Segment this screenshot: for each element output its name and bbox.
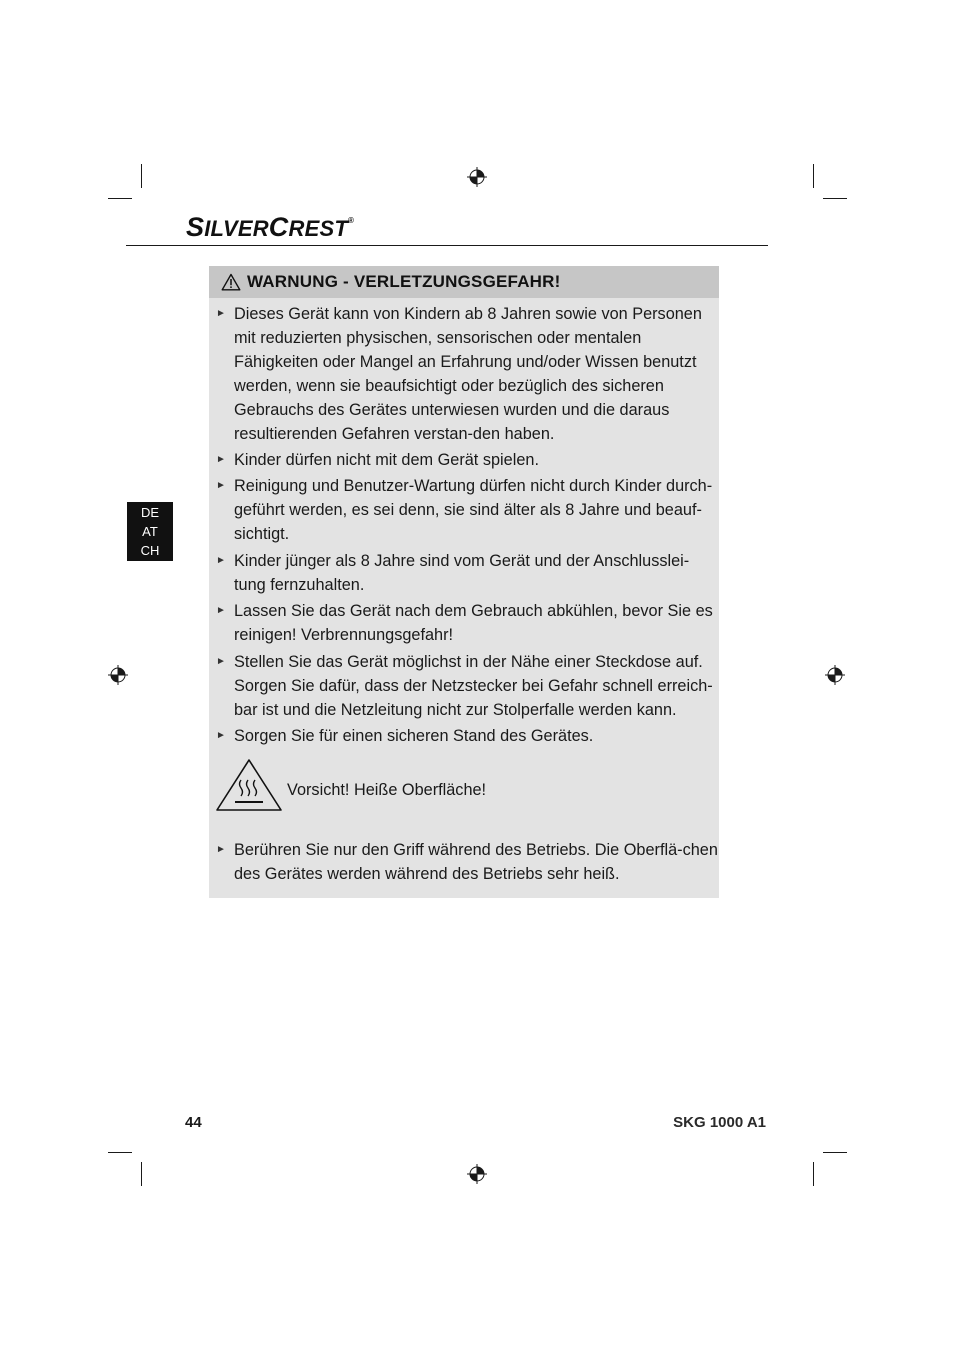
crop-mark [108,1152,132,1153]
crop-mark [108,198,132,199]
bullet-arrow-icon: ► [216,730,226,741]
crop-mark [141,164,142,188]
registration-mark-icon [467,1164,487,1184]
crop-mark [813,1162,814,1186]
crop-mark [813,164,814,188]
list-item-text: Stellen Sie das Gerät möglichst in der Nähe einer Steckdose auf. Sorgen Sie dafür, dass der Netzstecker bei Gefahr schnell erreich-bar ist und die Netzleitung nicht zur Stolperfalle werden kann. [234,653,713,719]
language-tab [127,502,173,561]
language-code: DE [140,505,160,520]
bullet-arrow-icon: ► [216,605,226,616]
bullet-arrow-icon: ► [216,480,226,491]
page-number: 44 [185,1114,202,1131]
model-number: SKG 1000 A1 [673,1114,766,1131]
list-item-text: Kinder dürfen nicht mit dem Gerät spielen. [234,451,539,469]
language-code: AT [142,524,158,539]
warning-title: WARNUNG - VERLETZUNGSGEFAHR! [247,272,561,291]
bullet-arrow-icon: ► [216,454,226,465]
warning-box [209,266,719,898]
header-rule [126,245,768,246]
bullet-arrow-icon: ► [216,555,226,566]
warning-icon [221,273,241,291]
registration-mark-icon [467,167,487,187]
bullet-arrow-icon: ► [216,844,226,855]
registration-mark-icon [108,665,128,685]
language-code: CH [140,543,160,558]
crop-mark [141,1162,142,1186]
list-item-text: Sorgen Sie für einen sicheren Stand des Gerätes. [234,727,594,745]
list-item-text: Lassen Sie das Gerät nach dem Gebrauch abkühlen, bevor Sie es reinigen! Verbrennungsgefahr! [234,602,713,644]
caution-label: Vorsicht! Heiße Oberfläche! [287,781,487,799]
hot-surface-caution [215,758,715,814]
list-item-text: Dieses Gerät kann von Kindern ab 8 Jahren sowie von Personen mit reduzierten physischen, sensorischen oder mentalen Fähigkeiten oder Mangel an Erfahrung und/oder Wissen benutzt werden, wenn sie beaufsichtigt oder bezüglich des sicheren Gebrauchs des Gerätes unterwiesen wurden und die daraus resultierenden Gefahren verstan-den haben. [234,305,702,443]
bullet-arrow-icon: ► [216,656,226,667]
list-item-text: Reinigung und Benutzer-Wartung dürfen nicht durch Kinder durch-geführt werden, es sei denn, sie sind älter als 8 Jahre und beauf-sichtigt. [234,477,713,543]
hot-surface-icon [215,758,283,812]
crop-mark [823,198,847,199]
warning-header [209,266,719,298]
bullet-arrow-icon: ► [216,308,226,319]
crop-mark [823,1152,847,1153]
list-item-text: Kinder jünger als 8 Jahre sind vom Gerät und der Anschlusslei-tung fernzuhalten. [234,552,690,594]
brand-logo: SILVERCREST® [186,212,355,242]
list-item-text: Berühren Sie nur den Griff während des Betriebs. Die Oberflä-chen des Gerätes werden während des Betriebs sehr heiß. [234,841,718,883]
registration-mark-icon [825,665,845,685]
